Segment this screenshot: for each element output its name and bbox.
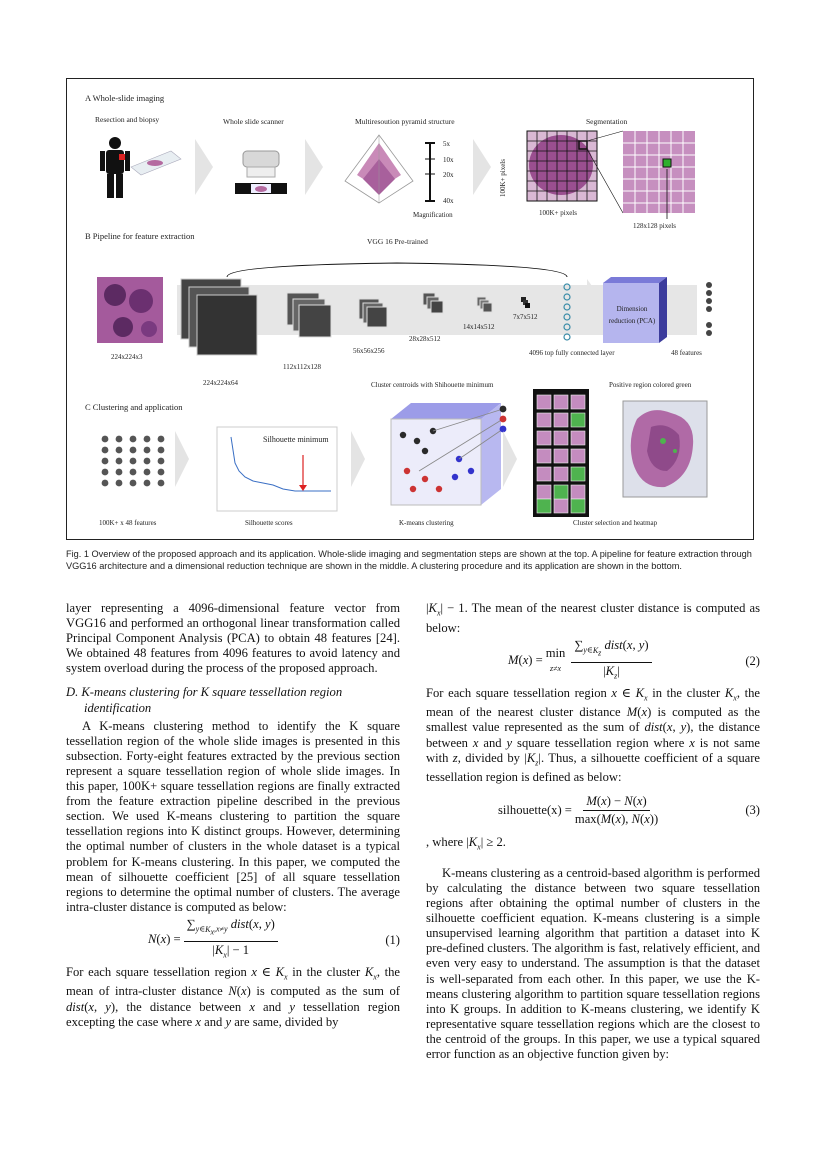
magnification-scale [425, 143, 435, 201]
paragraph: $|K_x| - 1$. The mean of the nearest cluster distance is computed as below: [426, 601, 760, 635]
input-dim-label: 224x224x3 [111, 353, 143, 361]
patch-grid [623, 131, 695, 219]
positive-label: Positive region colored green [609, 381, 692, 389]
features-label: 48 features [671, 349, 702, 357]
centroid-label: Cluster centroids with Shihouette minimum [371, 381, 494, 389]
segmentation-grid [527, 131, 623, 213]
section-c-title: C Clustering and application [85, 402, 183, 412]
layer-label-3: 56x56x256 [353, 347, 385, 355]
mag-5x: 5x [443, 140, 450, 148]
left-column [66, 601, 400, 1030]
pca-label: Dimension reduction (PCA) [608, 305, 656, 325]
section-a-title: A Whole-slide imaging [85, 93, 165, 103]
label-resection: Resection and biopsy [95, 115, 160, 124]
bottom-label-kmeans: K-means clustering [399, 519, 454, 527]
section-heading [66, 685, 400, 715]
pixels-horizontal: 100K+ pixels [539, 209, 577, 217]
figure-caption: Fig. 1 Overview of the proposed approach and its application. Whole-slide imaging and segmentation steps are shown at the top. A pipeline for feature extraction through VGG16 architecture and a dimensional reduction technique are shown in the middle. A clustering procedure and its application are shown in the bottom. [66, 549, 752, 571]
paragraph: For each square tessellation region x ∈ $K_x$ in the cluster $K_x$, the mean of the nearest cluster distance M(x) is computed as the smallest value represented as the sum of dist(x, y), the distance between x and y square tessellation region where x is not same with z, divided by $|K_z|$. Thus, a silhouette coefficient of a square tessellation region is defined as below: [426, 685, 761, 785]
mag-40x: 40x [443, 197, 454, 205]
section-heading-line2: identification [84, 700, 152, 715]
layer-label-4: 28x28x512 [409, 335, 441, 343]
fc-label: 4096 top fully connected layer [529, 349, 615, 357]
layer-label-1: 224x224x64 [203, 379, 238, 387]
label-scanner: Whole slide scanner [223, 117, 284, 126]
equation-number: (3) [745, 803, 760, 818]
mag-20x: 20x [443, 171, 454, 179]
patch-size-label: 128x128 pixels [633, 222, 676, 230]
feature-dots [706, 282, 712, 336]
bottom-label-features: 100K+ x 48 features [99, 519, 157, 527]
arrow-icon [305, 139, 323, 195]
label-pyramid: Multiresoution pyramid structure [355, 117, 455, 126]
equation-1: N ( x ) = $\frac{\sum_{y\in K_x,x\ne y} dist(x, y)}{|K_x| - 1}$ (1) [148, 917, 400, 960]
silhouette-minimum-label: Silhouette minimum [263, 435, 329, 444]
person-icon [100, 137, 130, 198]
equation-3-lhs: silhouette(x) = [498, 802, 572, 817]
paragraph: A K-means clustering method to identify the K square tessellation region of the whole slide images is presented in this subsection. Forty-eight features extracted by the previous section represent a square tessellation region of whole slide images. In this paper, 100K+ square tessellation regions are finally extracted from the feature extraction pipeline described in the previous section. We used K-means clustering to partition the square tessellation regions into K distinct groups. However, determining the optimal number of clusters in the whole dataset is a typical problem for K-means clustering. In this paper, we computed the mean of silhouette coefficient [25] of all square tessellation regions to determine the optimal number of clusters. The average intra-cluster distance is computed as below: [66, 718, 400, 914]
paragraph: , where $|K_x| \ge 2$. [426, 835, 506, 852]
slide-icon [131, 151, 181, 175]
section-heading-line1: D. K-means clustering for K square tessellation region [66, 685, 343, 700]
equation-2: M ( x ) = min z≠x $\frac{\sum_{y\in K_z} dist(x, y)}{|K_z|}$ (2) [508, 638, 760, 681]
paragraph: layer representing a 4096-dimensional feature vector from VGG16 and performed an orthogonal linear transformation called Principal Component Analysis (PCA) to obtain 48 features [24]. We obtained 48 features from 4096 features to avoid latency and system overload during the process of the proposed approach. [66, 601, 400, 676]
equation-number: (2) [745, 653, 760, 668]
bottom-label-heatmap: Cluster selection and heatmap [573, 519, 658, 527]
arrow-icon [195, 139, 213, 195]
right-column [426, 601, 760, 1062]
magnification-label: Magnification [413, 211, 453, 219]
vgg-label: VGG 16 Pre-trained [367, 237, 428, 246]
arrow-icon [473, 139, 491, 195]
layer-label-2: 112x112x128 [283, 363, 321, 371]
dot-matrix [102, 436, 165, 487]
heatmap-slide [623, 401, 707, 497]
layer-label-6: 7x7x512 [513, 313, 538, 321]
pixels-vertical: 100K+ pixels [499, 159, 507, 197]
cluster-tiles [533, 389, 589, 517]
label-segmentation: Segmentation [586, 117, 628, 126]
pyramid-icon [345, 135, 413, 203]
mag-10x: 10x [443, 156, 454, 164]
layer-label-5: 14x14x512 [463, 323, 495, 331]
figure-1 [66, 78, 754, 540]
section-b-title: B Pipeline for feature extraction [85, 231, 195, 241]
scanner-icon [235, 151, 287, 194]
bottom-label-silhouette: Silhouette scores [245, 519, 293, 527]
paragraph: K-means clustering as a centroid-based algorithm is performed by calculating the distance between two square tessellation regions after obtaining the optimal number of clusters in the silhouette coefficient equation. K-means clustering is a simple unsupervised learning algorithm that partition a dataset into K pre-defined clusters. The algorithm is fast, relatively efficient, and even very easy to understand. The assumption is that the dataset is well-separated from each other. In this paper, we use the K-means clustering algorithm to partition square tessellation regions into K groups. In addition to K-means clustering, we identify K representative square tessellation regions which are the closest to the centroid of the groups. In this paper, we use a typical squared error function as an objective function given by: [426, 865, 760, 1062]
equation-number: (1) [385, 932, 400, 947]
paragraph: For each square tessellation region x ∈ $K_x$ in the cluster $K_x$, the mean of intra-cluster distance N(x) is computed as the sum of dist(x, y), the distance between x and y tessellation region excepting the case where x and y are same, divided by [66, 964, 400, 1029]
equation-3: silhouette(x) = $\frac{M(x) - N(x)}{\max(M(x), N(x))}$ (3) [498, 793, 760, 826]
